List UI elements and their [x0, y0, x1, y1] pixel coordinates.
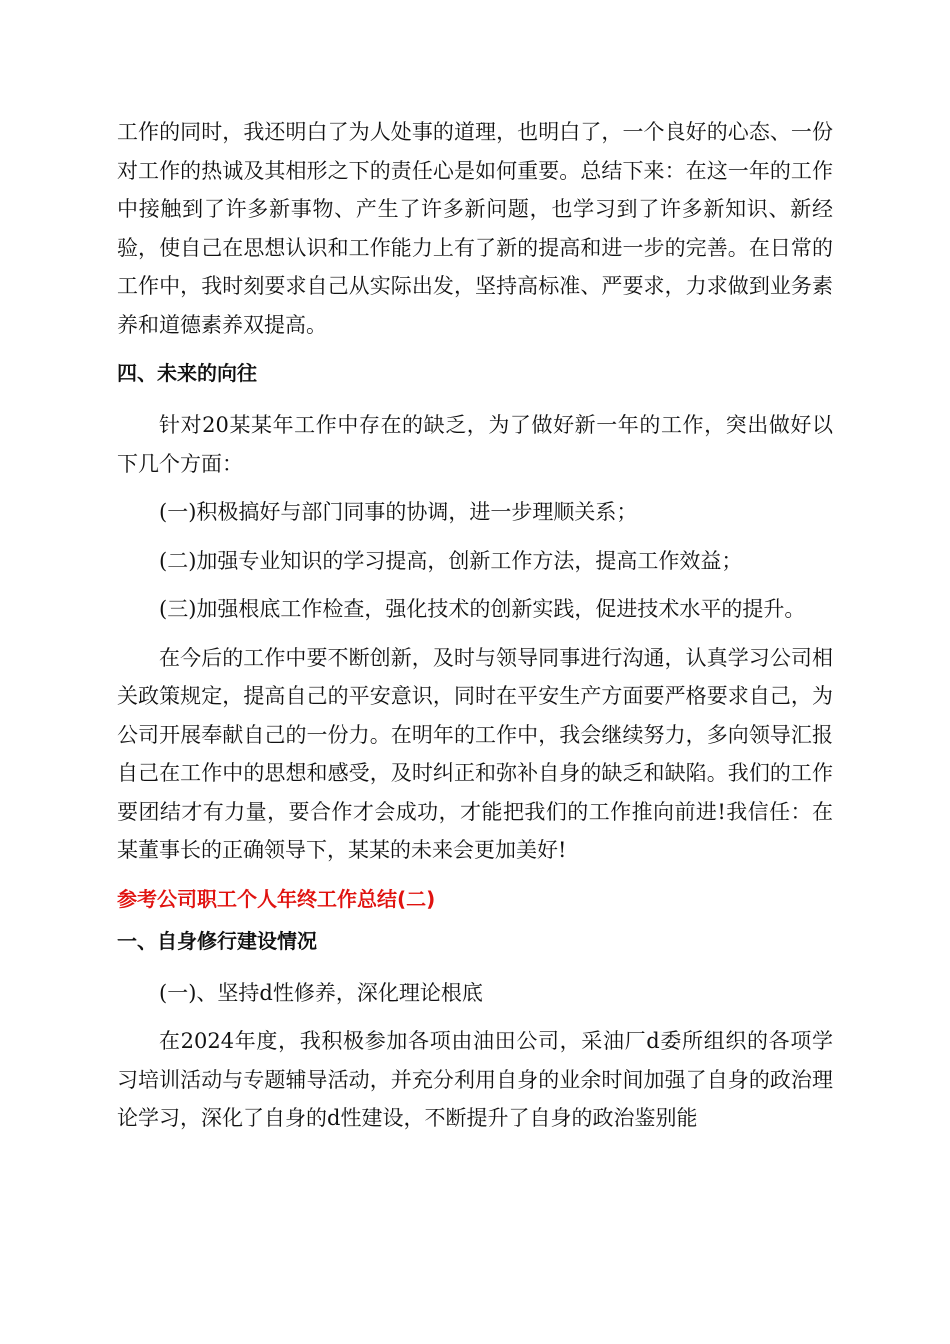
subheading-1: (一)、坚持d性修养，深化理论根底: [159, 980, 483, 1005]
heading-future: 四、未来的向往: [117, 361, 257, 385]
section-title-2: 参考公司职工个人年终工作总结(二): [117, 886, 436, 911]
paragraph-work-summary: 工作的同时，我还明白了为人处事的道理，也明白了，一个良好的心态、一份对工作的热诚及其相形之下的责任心是如何重要。总结下来：在这一年的工作中接触到了许多新事物、产生了许多新问题，也学习到了许多新知识、新经验，使自己在思想认识和工作能力上有了新的提高和进一步的完善。在日常的工作中，我时刻要求自己从实际出发，坚持高标准、严要求，力求做到业务素养和道德素养双提高。: [117, 120, 833, 337]
list-item-1: (一)积极搞好与部门同事的协调，进一步理顺关系；: [159, 500, 638, 524]
paragraph-closing: 在今后的工作中要不断创新，及时与领导同事进行沟通，认真学习公司相关政策规定，提高自己的平安意识，同时在平安生产方面要严格要求自己，为公司开展奉献自己的一份力。在明年的工作中，我会继续努力，多向领导汇报自己在工作中的思想和感受，及时纠正和弥补自身的缺乏和缺陷。我们的工作要团结才有力量，要合作才会成功，才能把我们的工作推向前进!我信任：在某董事长的正确领导下，某某的未来会更加美好!: [117, 645, 833, 862]
paragraph-2024: 在2024年度，我积极参加各项由油田公司，采油厂d委所组织的各项学习培训活动与专题辅导活动，并充分利用自身的业余时间加强了自身的政治理论学习，深化了自身的d性建设，不断提升了自身的政治鉴别能: [117, 1029, 833, 1130]
document-page: [117, 113, 833, 1138]
heading-self-cultivation: 一、自身修行建设情况: [117, 928, 317, 953]
list-item-2: (二)加强专业知识的学习提高，创新工作方法，提高工作效益；: [159, 548, 743, 573]
list-item-3: (三)加强根底工作检查，强化技术的创新实践，促进技术水平的提升。: [159, 597, 806, 621]
paragraph-plan-intro: 针对20某某年工作中存在的缺乏，为了做好新一年的工作，突出做好以下几个方面：: [117, 413, 833, 476]
